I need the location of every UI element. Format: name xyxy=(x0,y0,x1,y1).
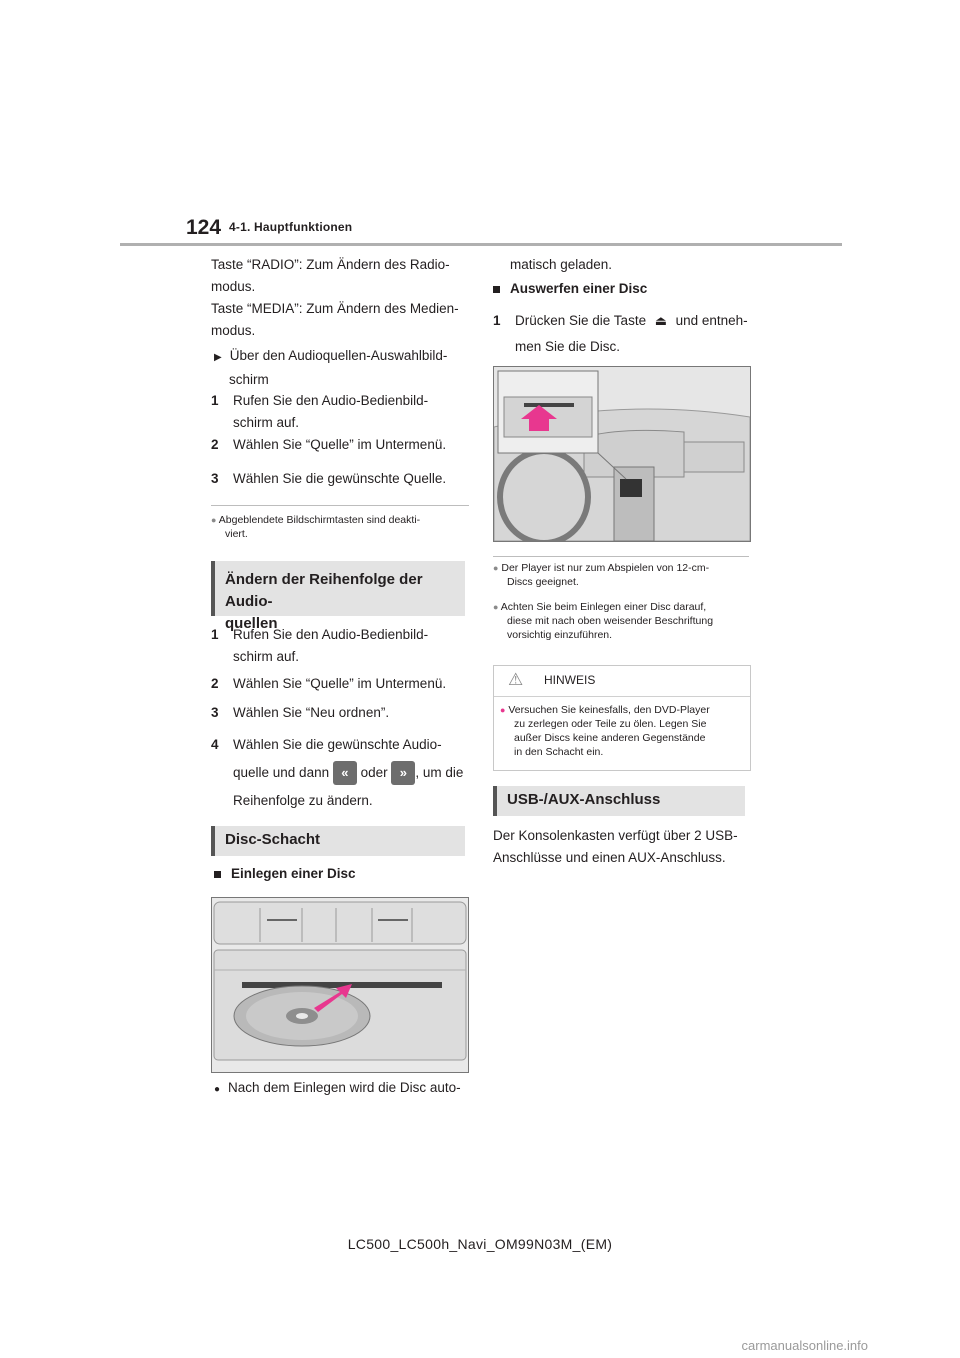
dot-bullet-icon: ● xyxy=(214,1084,221,1095)
footer-doc-id: LC500_LC500h_Navi_OM99N03M_(EM) xyxy=(347,1236,613,1252)
bullet-icon: ● xyxy=(493,602,499,612)
continuation-text: matisch geladen. xyxy=(510,257,613,272)
subheading-eject-disc: Auswerfen einer Disc xyxy=(493,278,647,300)
hinweis-text: ● Versuchen Sie keinesfalls, den DVD-Player zu zerlegen oder Teile zu ölen. Legen Sie außer Discs keine anderen Gegenstände in den Schacht ein. xyxy=(500,704,710,758)
subheading-source-select: ▶ Über den Audioquellen-Auswahlbild- schirm xyxy=(214,348,448,387)
note-12cm-discs: ● Der Player ist nur zum Abspielen von 12-cm- Discs geeignet. xyxy=(493,562,710,588)
subheading-insert-disc: Einlegen einer Disc xyxy=(214,863,356,885)
step-item: 3 Wählen Sie “Neu ordnen”. xyxy=(211,705,390,720)
arrow-icon: ▶ xyxy=(214,352,222,363)
bullet-icon: ● xyxy=(493,563,499,573)
next-icon: » xyxy=(391,761,415,785)
paragraph-usb-aux: Der Konsolenkasten verfügt über 2 USB- Anschlüsse und einen AUX-Anschluss. xyxy=(493,828,738,865)
bullet-icon: ● xyxy=(211,515,217,525)
note-insert-label-up: ● Achten Sie beim Einlegen einer Disc darauf, diese mit nach oben weisender Beschriftung vorsichtig einzuführen. xyxy=(493,601,714,641)
step-item: 2 Wählen Sie “Quelle” im Untermenü. xyxy=(211,676,447,691)
bullet-auto-load: ● Nach dem Einlegen wird die Disc auto- xyxy=(214,1080,461,1095)
page-number: 124 xyxy=(186,216,222,239)
step-item: 2 Wählen Sie “Quelle” im Untermenü. xyxy=(211,437,447,452)
previous-icon: « xyxy=(333,761,357,785)
disc-insert-drawing xyxy=(212,898,468,1072)
steps-list-2 xyxy=(211,624,471,815)
hinweis-header: ⚠ HINWEIS xyxy=(494,666,750,697)
square-bullet-icon xyxy=(493,286,500,293)
paragraph-media: Taste “MEDIA”: Zum Ändern des Medien- modus. xyxy=(211,301,459,338)
heading-disc-slot: Disc-Schacht xyxy=(211,826,465,856)
header-divider xyxy=(120,243,842,246)
warning-icon: ⚠ xyxy=(508,670,524,689)
hinweis-box xyxy=(493,665,751,771)
note-disabled-buttons: ● Abgeblendete Bildschirmtasten sind deakti- viert. xyxy=(211,514,421,540)
heading-usb-aux: USB-/AUX-Anschluss xyxy=(493,786,745,816)
dashboard-drawing xyxy=(494,367,750,541)
step-eject: 1 Drücken Sie die Taste ⏏ und entneh- men Sie die Disc. xyxy=(493,308,753,360)
square-bullet-icon xyxy=(214,871,221,878)
paragraph-radio: Taste “RADIO”: Zum Ändern des Radio- modus. xyxy=(211,257,450,294)
watermark: carmanualsonline.info xyxy=(741,1338,868,1353)
bullet-icon: ● xyxy=(500,705,506,715)
step-item: 3 Wählen Sie die gewünschte Quelle. xyxy=(211,471,447,486)
disc-insert-illustration xyxy=(211,897,469,1073)
dashboard-illustration xyxy=(493,366,751,542)
eject-icon: ⏏ xyxy=(654,313,667,328)
step-item: 1 Rufen Sie den Audio-Bedienbild- schirm auf. xyxy=(211,627,429,664)
note-divider-right xyxy=(493,556,749,557)
step-item: 1 Rufen Sie den Audio-Bedienbild- schirm auf. xyxy=(211,393,429,430)
step-item: 4 Wählen Sie die gewünschte Audio- quelle und dann « oder » , um die Reihenfolge zu ändern. xyxy=(211,737,464,808)
section-title: 4-1. Hauptfunktionen xyxy=(229,220,353,234)
steps-list-1 xyxy=(211,390,471,490)
heading-reorder-sources: Ändern der Reihenfolge der Audio- quellen xyxy=(211,561,465,616)
note-divider xyxy=(211,505,469,506)
